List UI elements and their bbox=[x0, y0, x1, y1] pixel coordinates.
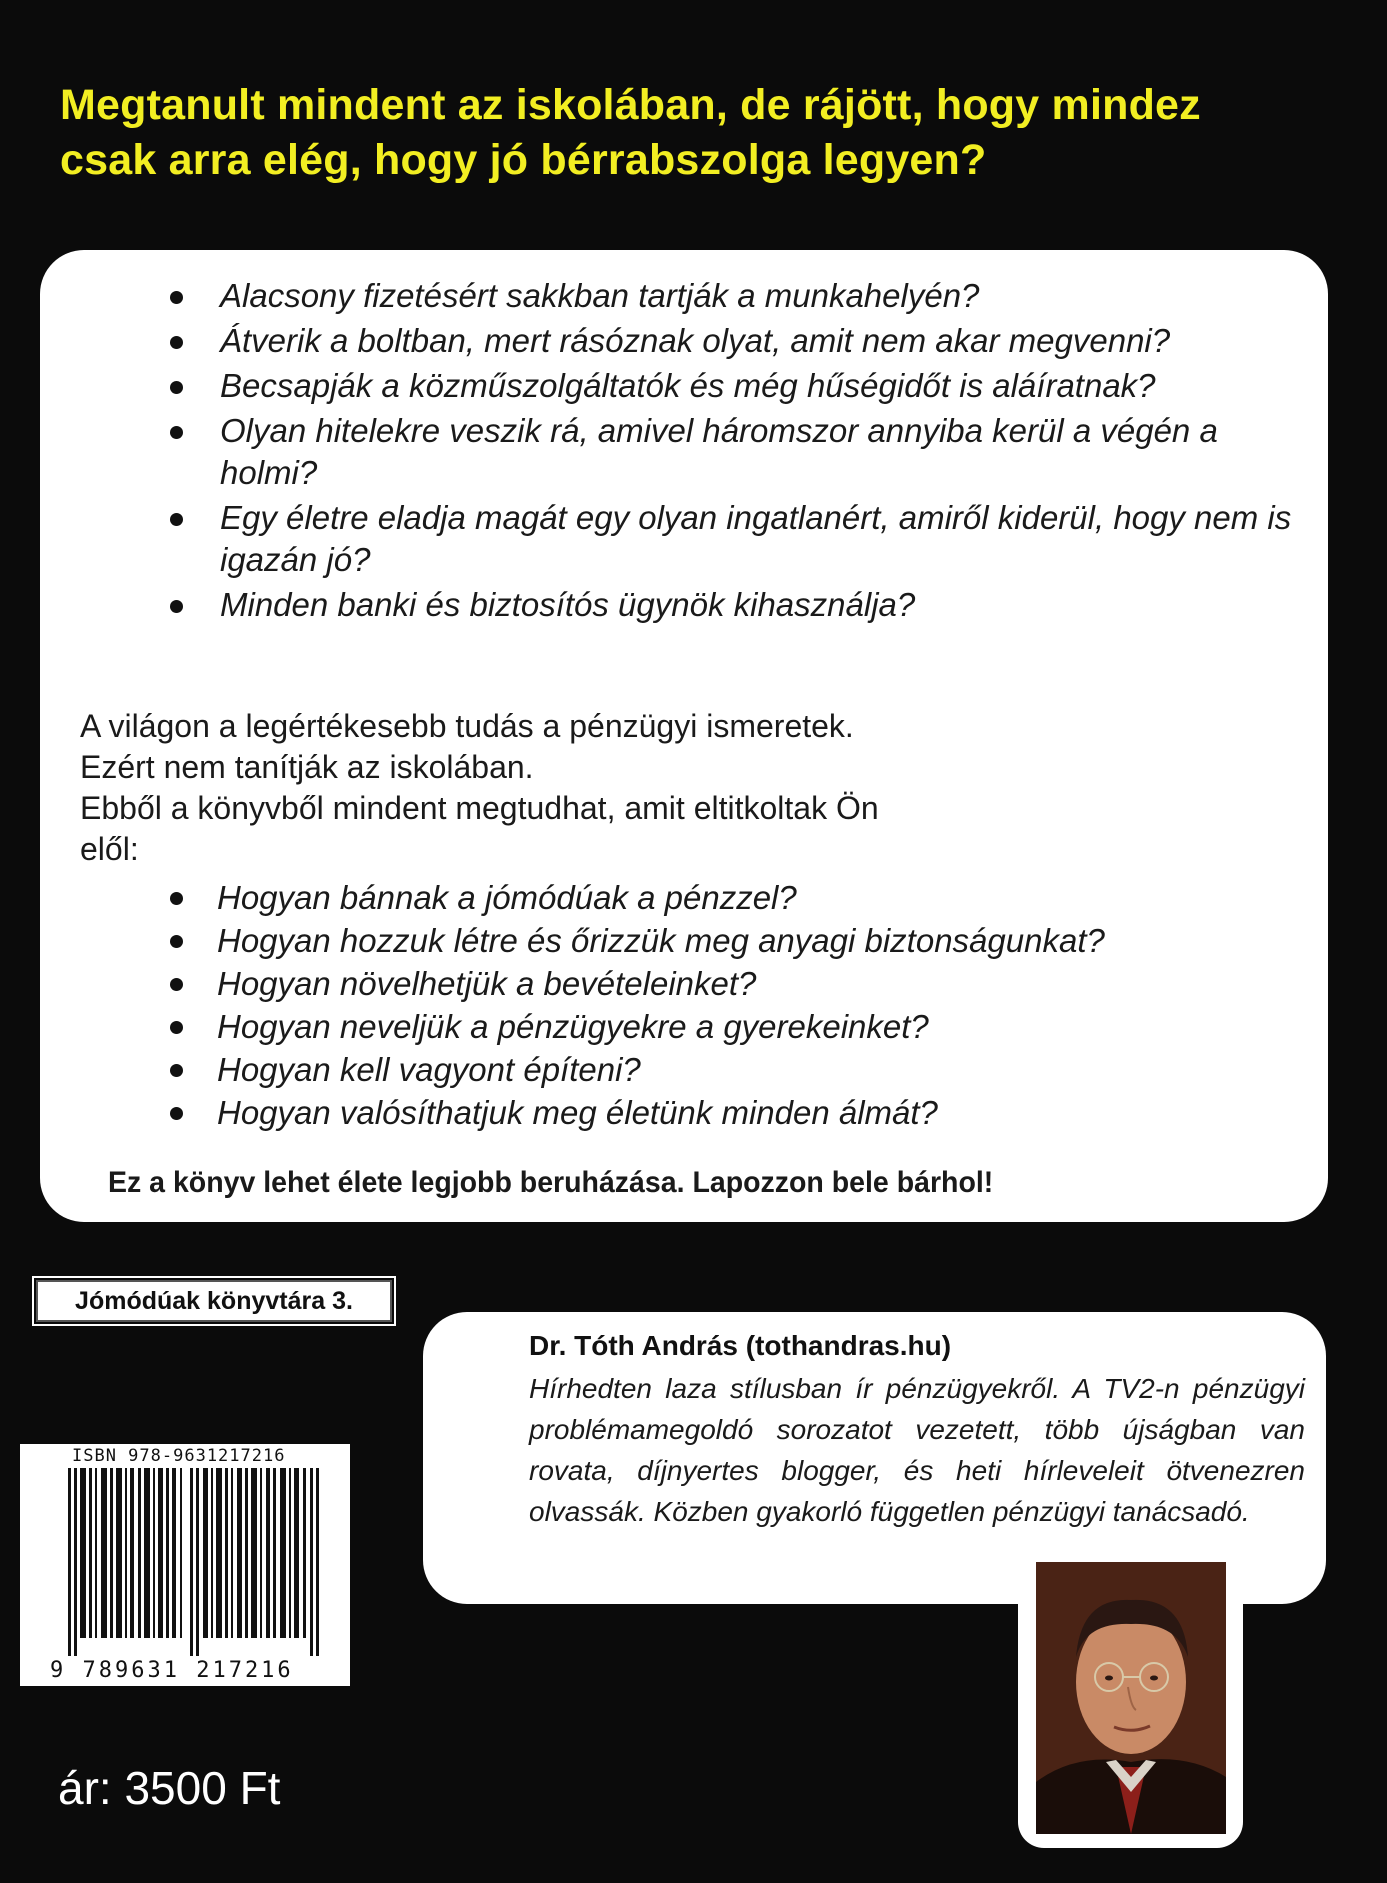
question-item: Átverik a boltban, mert rásóznak olyat, amit nem akar megvenni? bbox=[220, 320, 1300, 362]
author-name: Dr. Tóth András (tothandras.hu) bbox=[529, 1330, 952, 1361]
isbn-text: ISBN 978-9631217216 bbox=[72, 1446, 286, 1466]
question-item: Olyan hitelekre veszik rá, amivel háromszor annyiba kerül a végén a holmi? bbox=[220, 410, 1300, 494]
headline-line-1: Megtanult mindent az iskolában, de rájött, hogy mindez bbox=[60, 81, 1201, 129]
how-item: Hogyan neveljük a pénzügyekre a gyerekeinket? bbox=[217, 1005, 1317, 1048]
question-item: Becsapják a közműszolgáltatók és még hűségidőt is aláíratnak? bbox=[220, 365, 1300, 407]
author-photo-frame bbox=[1018, 1548, 1243, 1848]
series-label bbox=[36, 1280, 392, 1322]
how-item: Hogyan hozzuk létre és őrizzük meg anyagi biztonságunkat? bbox=[217, 919, 1317, 962]
headline bbox=[60, 78, 1310, 188]
headline-line-2: csak arra elég, hogy jó bérrabszolga legyen? bbox=[60, 136, 987, 184]
intro-line: A világon a legértékesebb tudás a pénzügyi ismeretek. bbox=[80, 708, 854, 744]
series-label-text: Jómódúak könyvtára 3. bbox=[75, 1287, 353, 1315]
how-item: Hogyan bánnak a jómódúak a pénzzel? bbox=[217, 876, 1317, 919]
author-bio: Hírhedten laza stílusban ír pénzügyekről. A TV2-n pénzügyi problémamegoldó sorozatot vezetett, több újságban van rovata, díjnyertes blogger, és heti hírleveleit ötvenezren olvassák. Közben gyakorló független pénzügyi tanácsadó. bbox=[529, 1373, 1305, 1527]
question-item: Minden banki és biztosítós ügynök kihasználja? bbox=[220, 584, 1300, 626]
question-list bbox=[220, 275, 1300, 629]
how-list bbox=[217, 876, 1317, 1134]
intro-line: Ezért nem tanítják az iskolában. bbox=[80, 749, 534, 785]
how-item: Hogyan növelhetjük a bevételeinket? bbox=[217, 962, 1317, 1005]
author-photo bbox=[1036, 1562, 1226, 1834]
how-item: Hogyan valósíthatjuk meg életünk minden álmát? bbox=[217, 1091, 1317, 1134]
barcode-digits: 9 789631 217216 bbox=[50, 1658, 294, 1683]
price: ár: 3500 Ft bbox=[58, 1762, 281, 1814]
barcode bbox=[20, 1444, 350, 1686]
intro-paragraph bbox=[80, 706, 1080, 870]
intro-line: elől: bbox=[80, 831, 139, 867]
question-item: Egy életre eladja magát egy olyan ingatlanért, amiről kiderül, hogy nem is igazán jó? bbox=[220, 497, 1300, 581]
closing-statement: Ez a könyv lehet élete legjobb beruházása. Lapozzon bele bárhol! bbox=[108, 1166, 994, 1199]
main-text-box bbox=[40, 250, 1328, 1222]
intro-line: Ebből a könyvből mindent megtudhat, amit eltitkoltak Ön bbox=[80, 790, 879, 826]
how-item: Hogyan kell vagyont építeni? bbox=[217, 1048, 1317, 1091]
question-item: Alacsony fizetésért sakkban tartják a munkahelyén? bbox=[220, 275, 1300, 317]
barcode-bars bbox=[68, 1468, 328, 1656]
